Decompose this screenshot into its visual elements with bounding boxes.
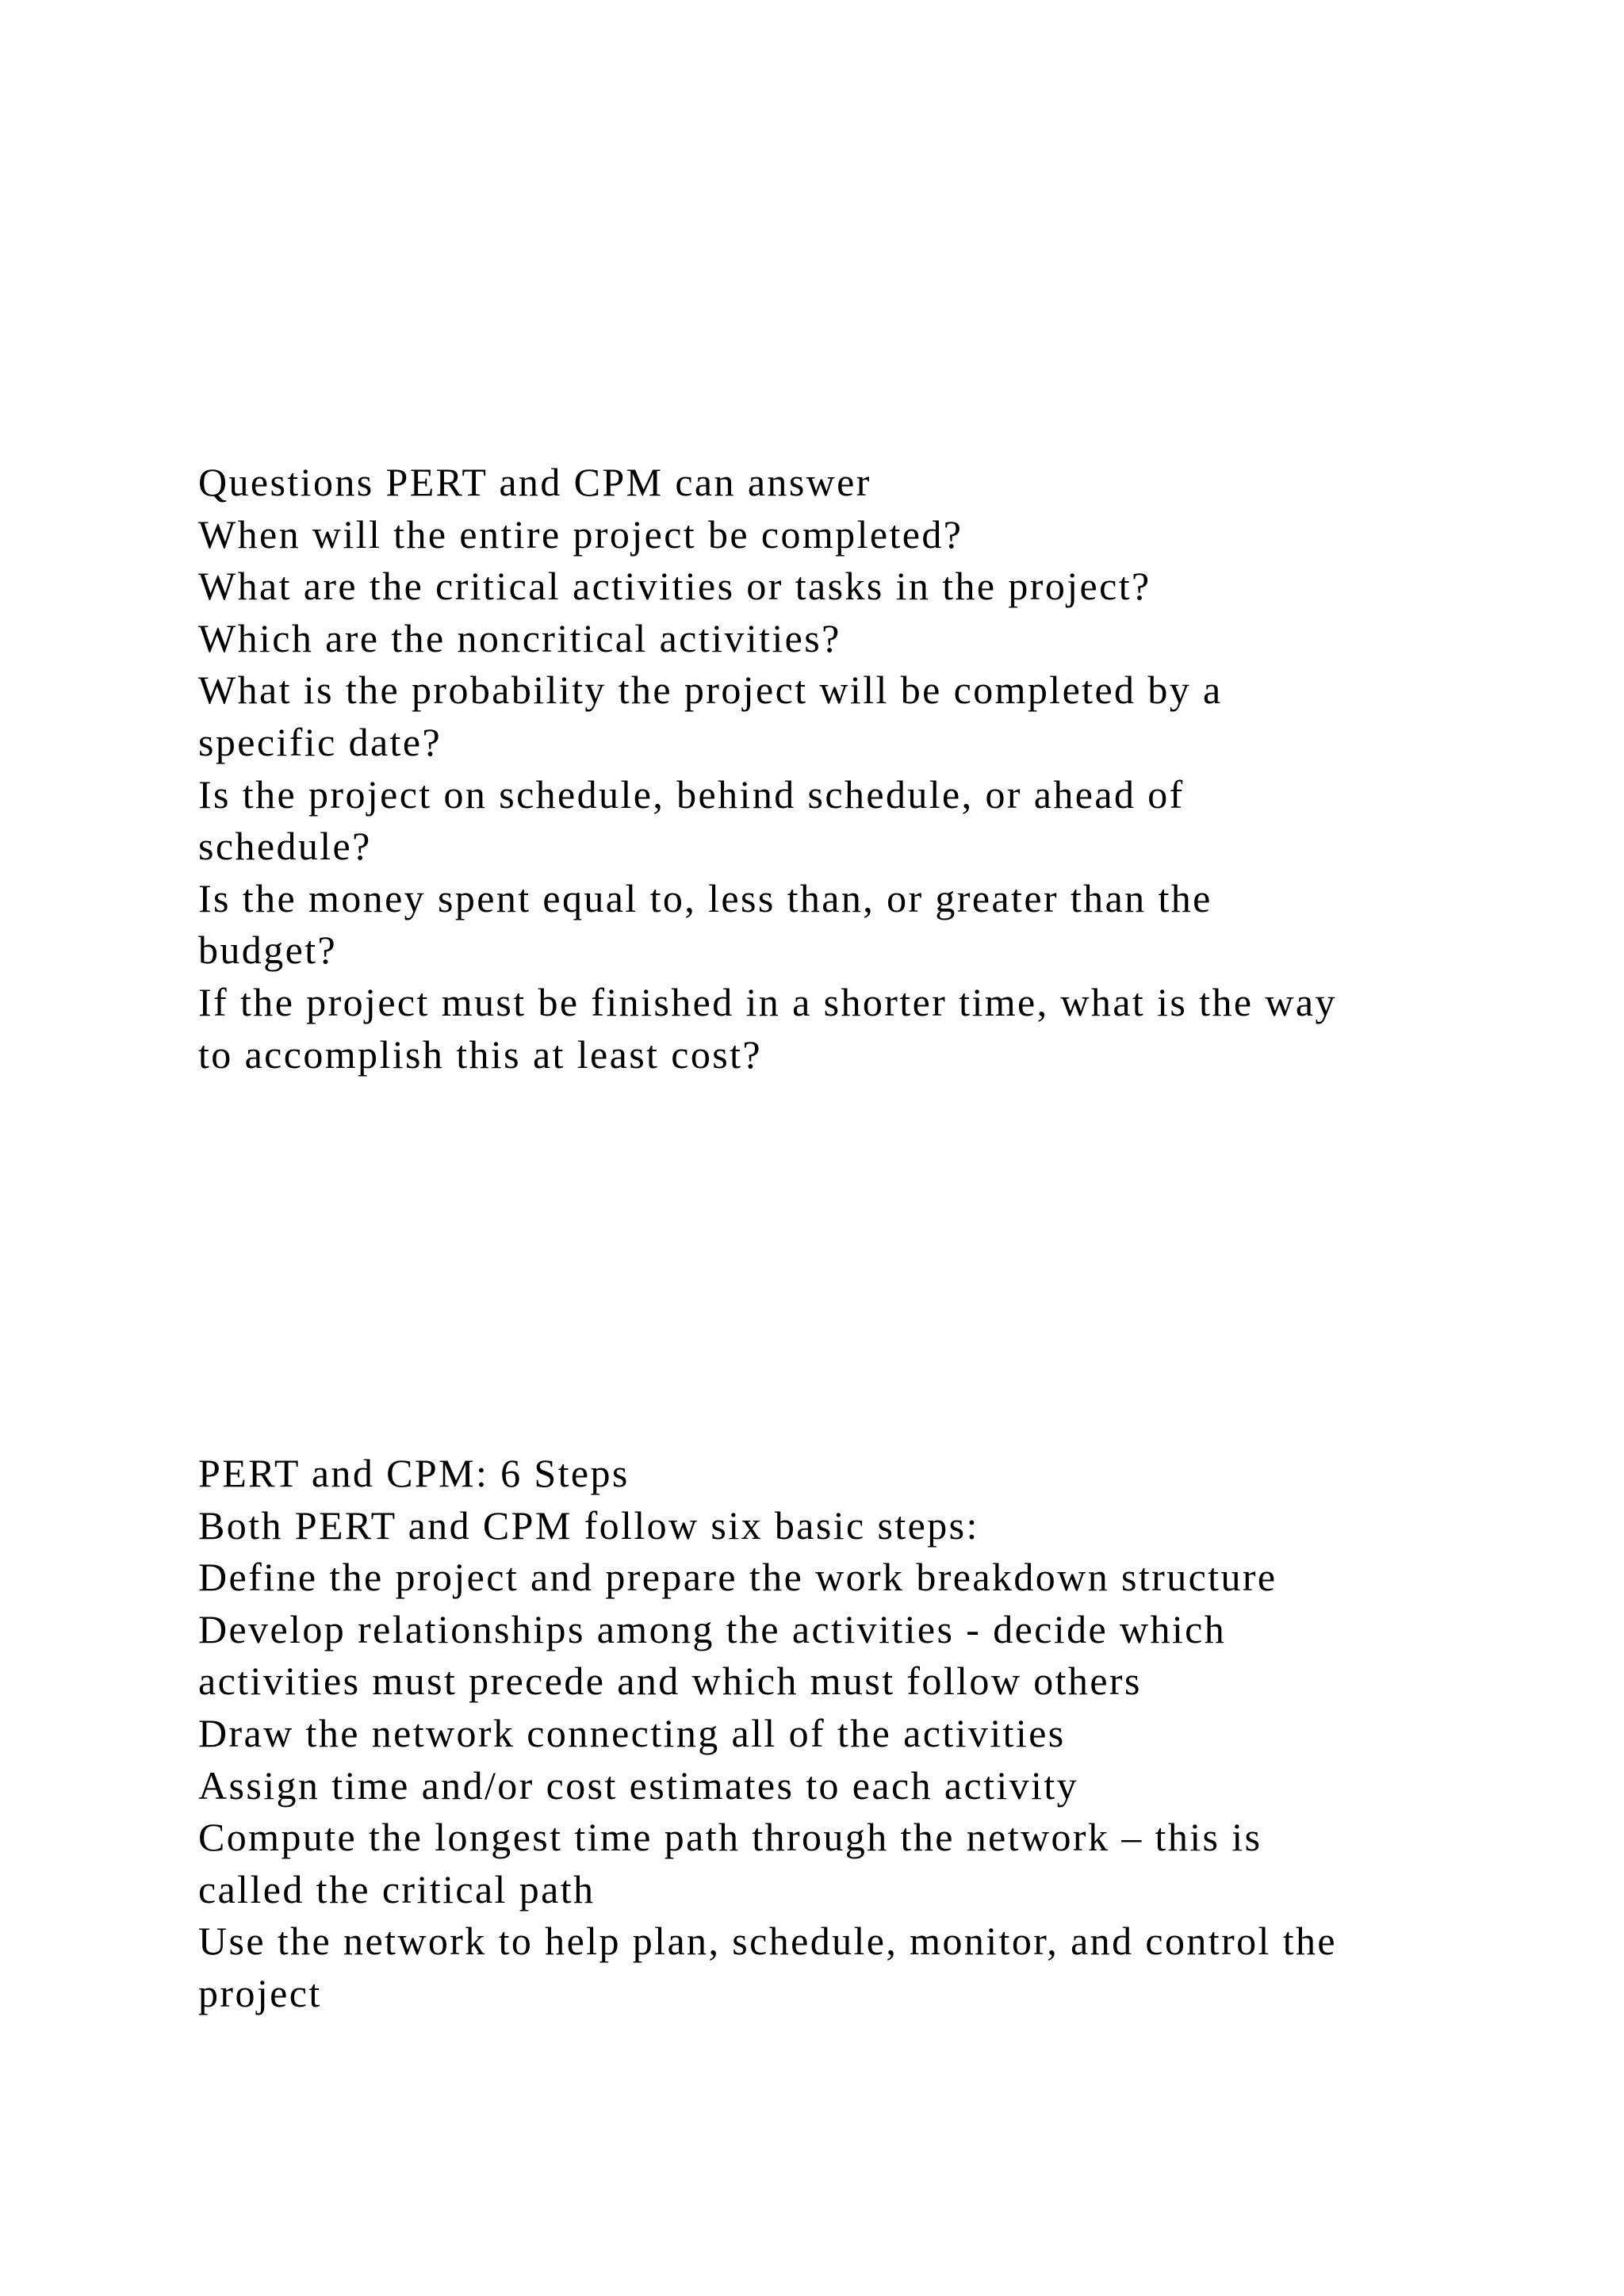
question-line: budget? [198, 928, 338, 973]
section-title: Questions PERT and CPM can answer [198, 460, 871, 504]
question-line: Is the money spent equal to, less than, or greater than the [198, 875, 1212, 920]
question-line: What is the probability the project will be completed by a [198, 668, 1223, 713]
step-line: Develop relationships among the activities - decide which [198, 1606, 1227, 1651]
steps-section [198, 1448, 1499, 2020]
questions-section [198, 457, 1499, 1081]
section-title: PERT and CPM: 6 Steps [198, 1451, 630, 1495]
question-line: to accomplish this at least cost? [198, 1031, 762, 1077]
question-line: What are the critical activities or tasks in the project? [198, 564, 1151, 609]
question-line: Is the project on schedule, behind schedule, or ahead of [198, 771, 1185, 817]
question-line: If the project must be finished in a shorter time, what is the way [198, 979, 1337, 1024]
step-line: Both PERT and CPM follow six basic steps: [198, 1502, 979, 1548]
step-line: activities must precede and which must follow others [198, 1659, 1142, 1704]
question-line: Which are the noncritical activities? [198, 615, 841, 660]
step-line: Define the project and prepare the work breakdown structure [198, 1555, 1277, 1600]
question-line: specific date? [198, 719, 442, 764]
step-line: Use the network to help plan, schedule, monitor, and control the [198, 1919, 1337, 1964]
question-line: schedule? [198, 824, 372, 869]
step-line: project [198, 1970, 322, 2015]
question-line: When will the entire project be completed? [198, 511, 963, 557]
step-line: Assign time and/or cost estimates to each activity [198, 1762, 1079, 1808]
step-line: Draw the network connecting all of the activities [198, 1710, 1066, 1755]
step-line: called the critical path [198, 1866, 596, 1911]
step-line: Compute the longest time path through the network – this is [198, 1815, 1262, 1860]
